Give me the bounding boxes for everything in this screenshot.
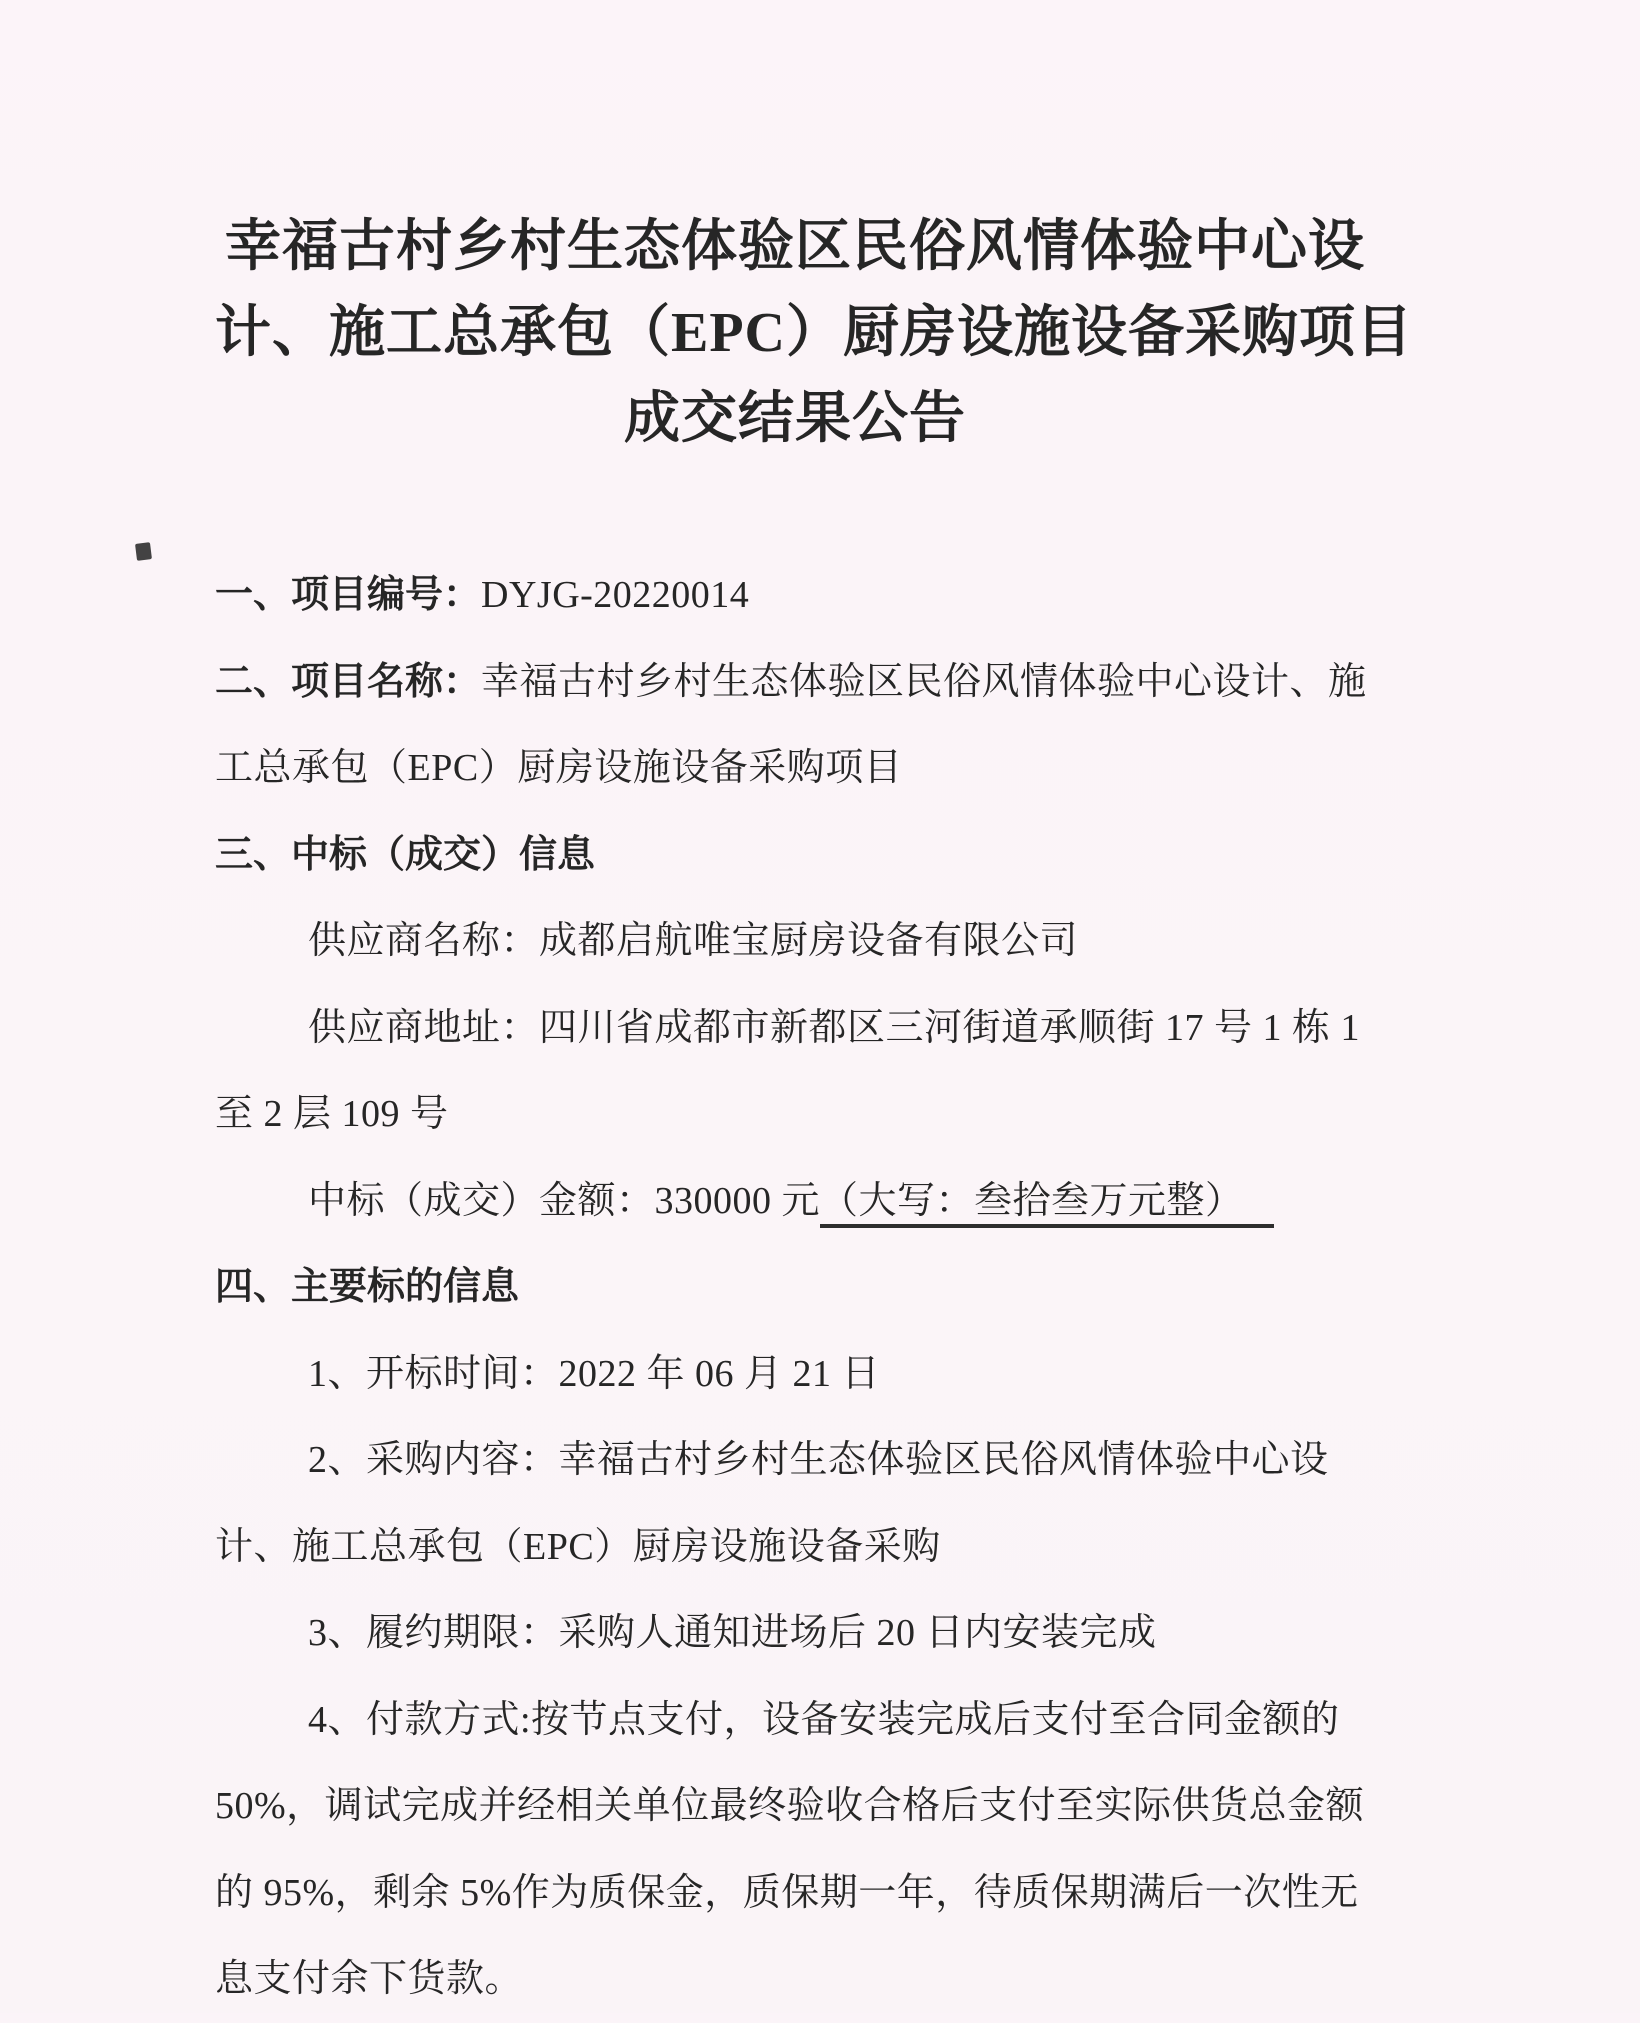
doc-line [215,812,1375,899]
title-line: 计、施工总承包（EPC）厨房设施设备采购项目 [215,302,1413,364]
doc-line [215,1504,1375,1591]
doc-text: 至 2 层 109 号 [215,1093,449,1135]
scan-artifact-mark [135,542,152,561]
doc-line [215,1244,1375,1331]
doc-text: 50%，调试完成并经相关单位最终验收合格后支付至实际供货总金额 [215,1785,1365,1827]
title-line: 幸福古村乡村生态体验区民俗风情体验中心设 [225,216,1365,278]
doc-text: 供应商名称：成都启航唯宝厨房设备有限公司 [308,920,1079,962]
title-line: 成交结果公告 [624,388,966,450]
doc-line [215,1590,1375,1677]
doc-line [215,1331,1375,1418]
doc-line [215,1158,1375,1245]
doc-line [215,1850,1375,1937]
doc-line [215,1763,1375,1850]
doc-line [215,1936,1375,2023]
doc-line [215,1677,1375,1764]
doc-line [215,1417,1375,1504]
doc-text: 供应商地址：四川省成都市新都区三河街道承顺街 17 号 1 栋 1 [308,1006,1361,1049]
doc-text: DYJG-20220014 [481,574,750,616]
doc-heading-label: 二、项目名称： [215,660,482,703]
document-title [215,204,1413,462]
doc-text: 幸福古村乡村生态体验区民俗风情体验中心设计、施 [481,660,1367,703]
doc-heading-label: 一、项目编号： [215,574,482,616]
doc-text: 工总承包（EPC）厨房设施设备采购项目 [215,747,903,789]
doc-line [215,725,1375,812]
doc-heading-label: 四、主要标的信息 [215,1266,520,1308]
document-body [215,552,1375,2023]
doc-text: 4、付款方式:按节点支付，设备安装完成后支付至合同金额的 [308,1698,1340,1741]
doc-heading-label: 三、中标（成交）信息 [215,833,596,876]
doc-text: 的 95%，剩余 5%作为质保金，质保期一年，待质保期满后一次性无 [215,1871,1359,1914]
doc-text: 3、履约期限：采购人通知进场后 20 日内安装完成 [308,1612,1157,1654]
doc-text: 1、开标时间：2022 年 06 月 21 日 [308,1352,881,1395]
doc-line [215,985,1375,1072]
doc-text: 2、采购内容：幸福古村乡村生态体验区民俗风情体验中心设 [308,1439,1329,1481]
doc-text: 中标（成交）金额：330000 元 [308,1179,821,1222]
doc-text: 计、施工总承包（EPC）厨房设施设备采购 [215,1525,941,1568]
doc-line [215,639,1375,726]
amount-in-words-underlined: （大写：叁拾叁万元整） [820,1180,1274,1228]
doc-line [215,552,1375,639]
doc-text: 息支付余下货款。 [215,1958,524,2000]
doc-line [215,898,1375,985]
doc-line [215,1071,1375,1158]
